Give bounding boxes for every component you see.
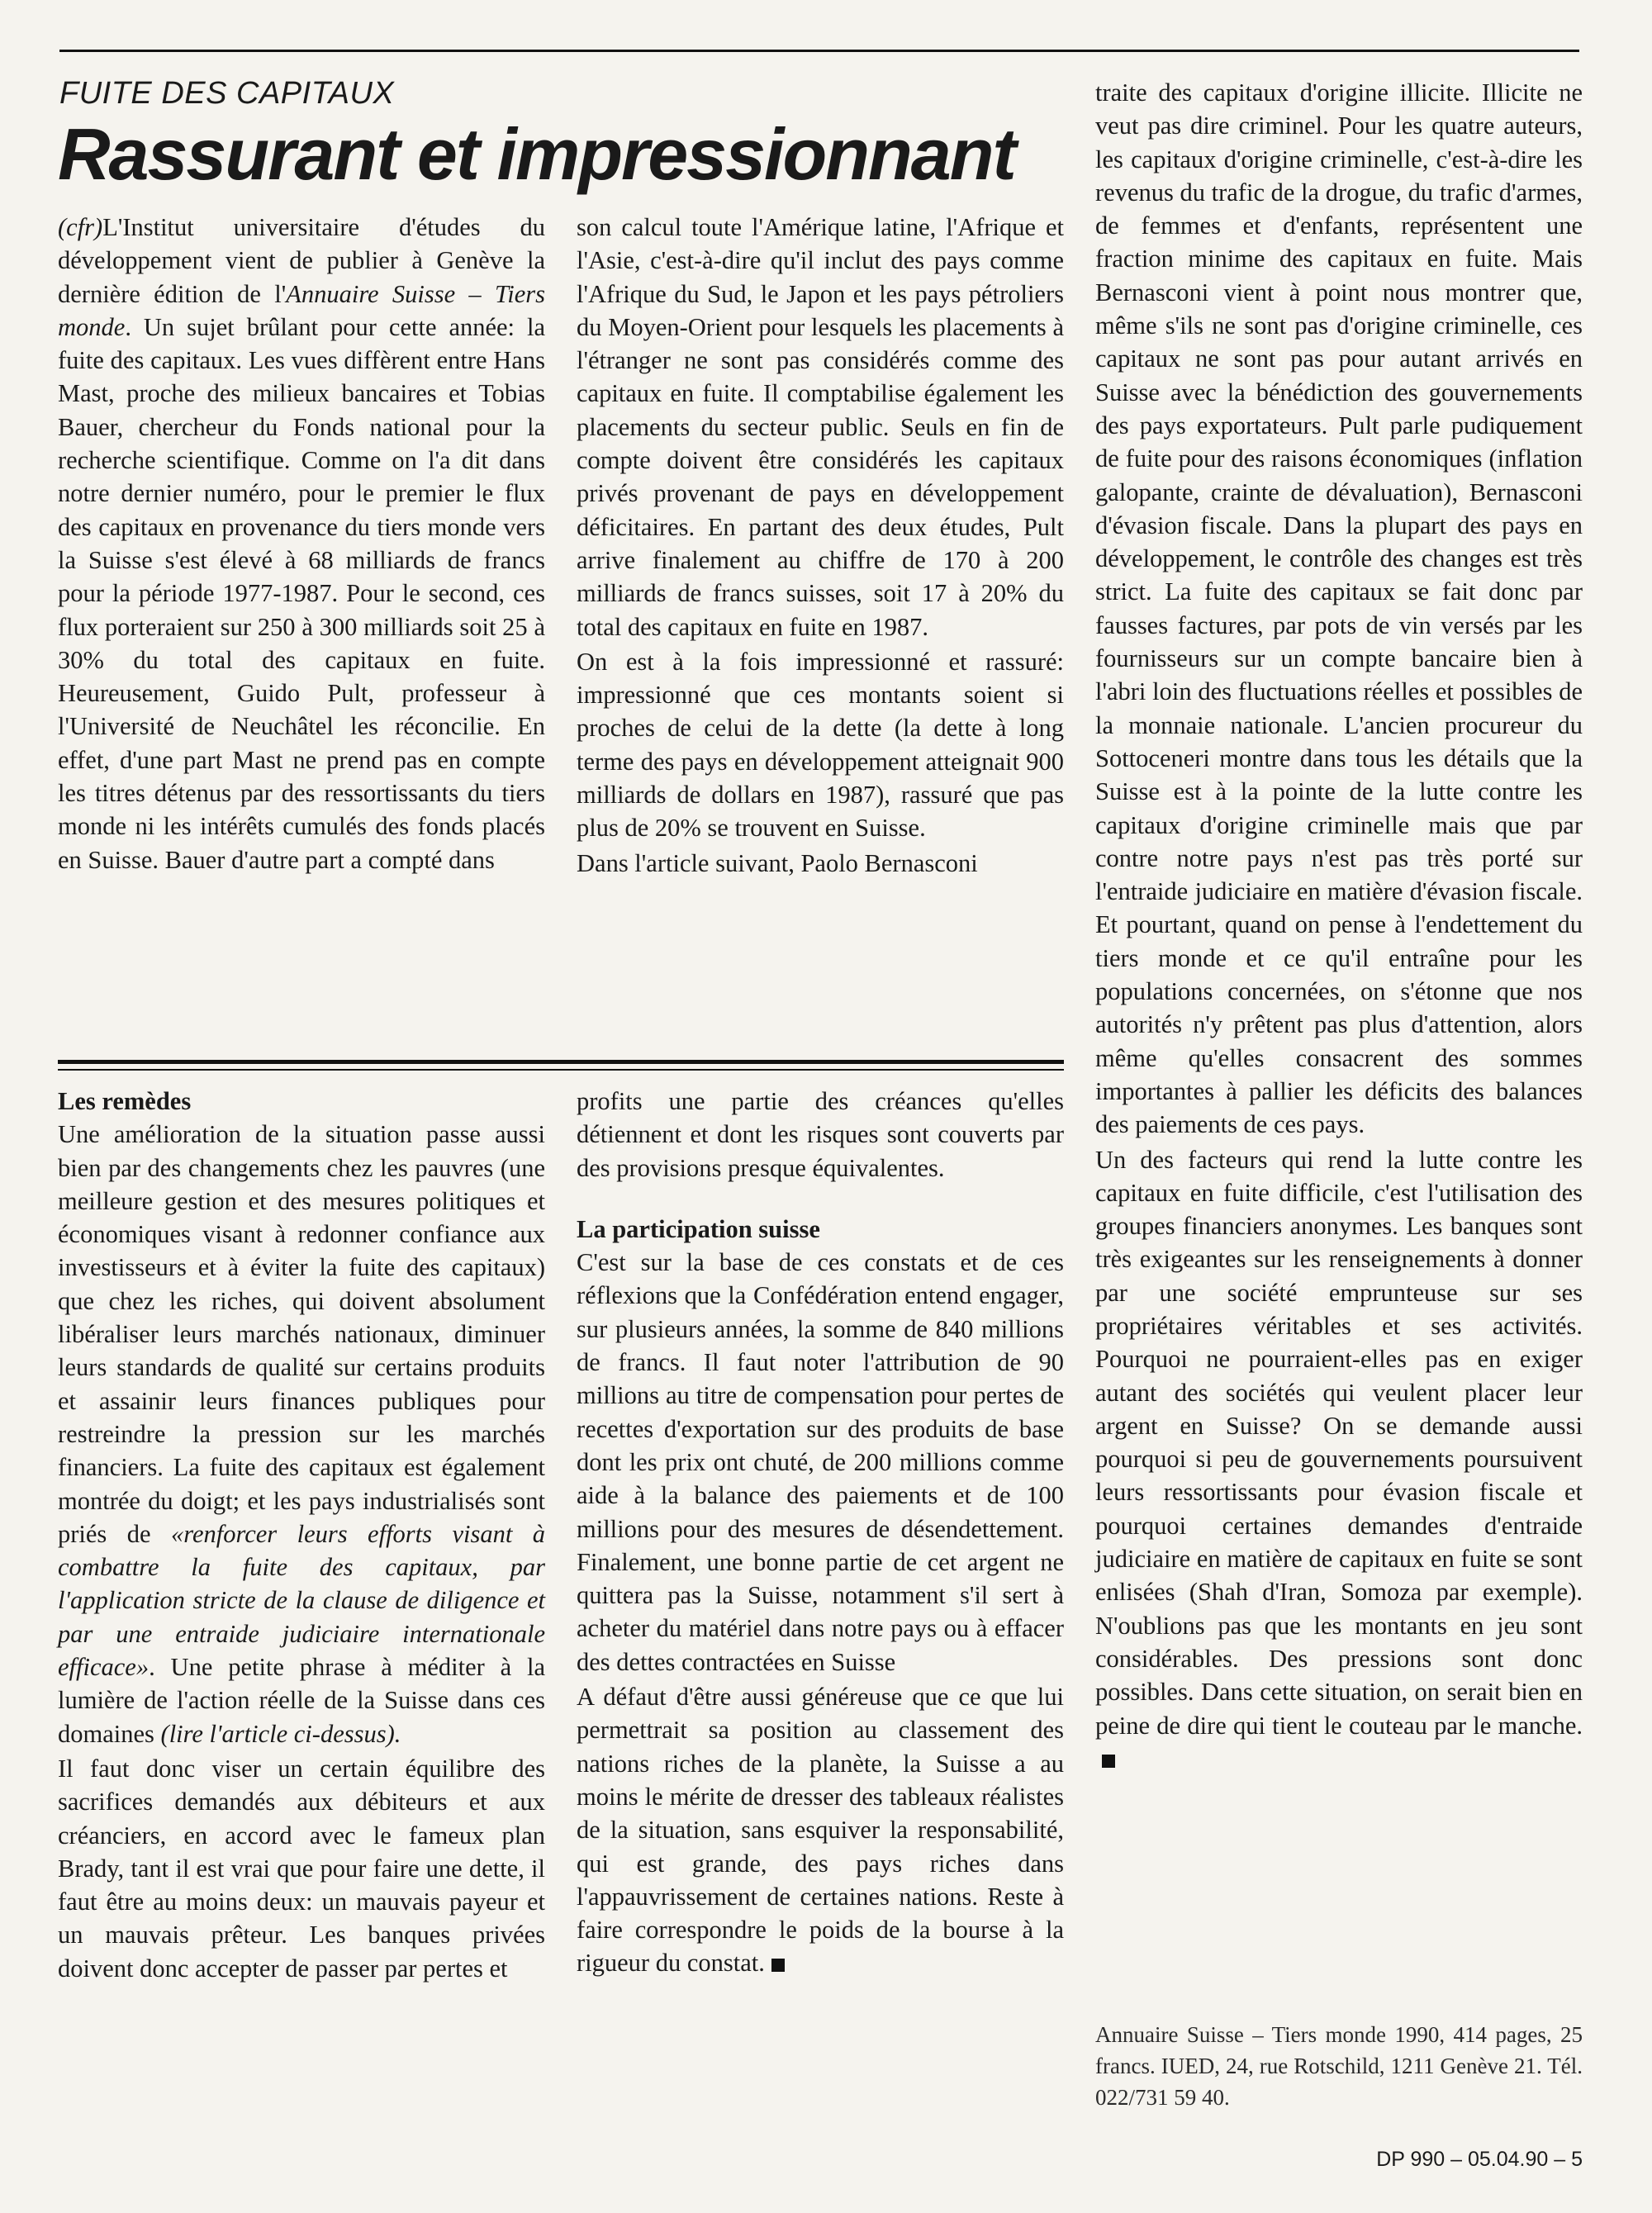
article-headline: Rassurant et impressionnant	[58, 113, 1015, 195]
author-tag: (cfr)	[58, 213, 103, 241]
source-note: Annuaire Suisse – Tiers monde 1990, 414 pages, 25 francs. IUED, 24, rue Rotschild, 1211 Genève 21. Tél. 022/731 59 40.	[1095, 2022, 1583, 2110]
paragraph: C'est sur la base de ces constats et de ces réflexions que la Confédération entend engager, sur plusieurs années, la somme de 840 millions de francs. Il faut noter l'attribution de 90 millions au titre de compensation pour pertes de recettes d'exportation sur des produits de base dont les prix ont chuté, de 200 millions comme aide à la balance des paiements et de 100 millions pour des mesures de désendettement. Finalement, une bonne partie de cet argent ne quittera pas la Suisse, notamment s'il sert à acheter du matériel dans notre pays ou à effacer des dettes contractées en Suisse	[577, 1248, 1064, 1676]
top-rule	[59, 50, 1579, 52]
box-subheading: Les remèdes	[58, 1087, 192, 1115]
paragraph: Un des facteurs qui rend la lutte contre les capitaux en fuite difficile, c'est l'utilisation des groupes financiers anonymes. Les banques sont très exigeantes sur les renseignements à donner par une société emprunteuse sur ses propriétaires véritables et ses activités. Pourquoi ne pourraient-elles pas en exiger autant des sociétés qui veulent placer leur argent en Suisse? On se demande aussi pourquoi si peu de gouvernements poursuivent leurs ressortissants pour évasion fiscale et pourquoi certaines demandes d'entraide judiciaire en matière de capitaux en fuite se sont enlisées (Shah d'Iran, Somoza par exemple). N'oublions pas que les montants en jeu sont considérables. Des pressions sont donc possibles. Dans cette situation, on serait bien en peine de dire qui tient le couteau par le manche.	[1095, 1143, 1583, 1776]
paragraph: traite des capitaux d'origine illicite. Illicite ne veut pas dire criminel. Pour les quatre auteurs, les capitaux d'origine criminelle, c'est-à-dire les revenus du trafic de la drogue, du trafic d'armes, de femmes et d'enfants, représentent une fraction minime des capitaux en fuite. Mais Bernasconi vient à point nous montrer que, même s'ils ne sont pas d'origine criminelle, ces capitaux ne sont pas pour autant arrivés en Suisse avec la bénédiction des gouvernements des pays exportateurs. Pult parle pudiquement de fuite pour des raisons économiques (inflation galopante, crainte de dévaluation), Bernasconi d'évasion fiscale. Dans la plupart des pays en développement, le contrôle des changes est très strict. La fuite des capitaux se fait donc par fausses factures, par pots de vin versés par les fournisseurs sur un compte bancaire bien à l'abri loin des fluctuations réelles et possibles de la monnaie nationale. L'ancien procureur du Sottoceneri montre dans tous les détails que la Suisse est à la pointe de la lutte contre les capitaux d'origine criminelle mais que par contre notre pays n'est pas très porté sur l'entraide judiciaire en matière d'évasion fiscale. Et pourtant, quand on pense à l'endettement du tiers monde et ce qu'il entraîne pour les populations concernées, on s'étonne que nos autorités n'y prêtent pas plus d'attention, alors même qu'elles consacrent des sommes importantes à pallier les déficits des balances des paiements de ces pays.	[1095, 78, 1583, 1139]
paragraph: On est à la fois impressionné et rassuré: impressionné que ces montants soient si proches de celui de la dette (la dette à long terme des pays en développement atteignait 900 milliards de dollars en 1987), rassuré que pas plus de 20% se trouvent en Suisse.	[577, 647, 1064, 843]
box-divider-rule	[58, 1060, 1064, 1071]
end-mark-icon	[1102, 1755, 1115, 1768]
box-subheading: La participation suisse	[577, 1214, 820, 1243]
paragraph: profits une partie des créances qu'elles détiennent et dont les risques sont couverts par des provisions presque équivalentes.	[577, 1087, 1064, 1182]
section-kicker: FUITE DES CAPITAUX	[59, 76, 395, 111]
lead-paragraph: (cfr)L'Institut universitaire d'études du développement vient de publier à Genève la dernière édition de l'Annuaire Suisse – Tiers monde. Un sujet brûlant pour cette année: la fuite des capitaux. Les vues diffèrent entre Hans Mast, proche des milieux bancaires et Tobias Bauer, chercheur du Fonds national pour la recherche scientifique. Comme on l'a dit dans notre dernier numéro, pour le premier le flux des capitaux en provenance du tiers monde vers la Suisse s'est élevé à 68 milliards de francs pour la période 1977-1987. Pour le second, ces flux porteraient sur 250 à 300 milliards soit 25 à 30% du total des capitaux en fuite. Heureusement, Guido Pult, professeur à l'Université de Neuchâtel les réconcilie. En effet, d'une part Mast ne prend pas en compte les titres détenus par des ressortissants du tiers monde ni les intérêts cumulés des fonds placés en Suisse. Bauer d'autre part a compté dans	[58, 213, 545, 874]
quote: «renforcer leurs efforts visant à combattre la fuite des capitaux, par l'application stricte de la clause de diligence et par une entraide judiciaire internationale efficace»	[58, 1519, 546, 1682]
publication-title: Annuaire Suisse – Tiers monde	[58, 279, 545, 341]
article-column-1	[58, 211, 545, 876]
spacer	[577, 1185, 1064, 1213]
paragraph: Il faut donc viser un certain équilibre des sacrifices demandés aux débiteurs et aux créanciers, en accord avec le fameux plan Brady, tant il est vrai que pour faire une dette, il faut être au moins deux: un mauvais payeur et un mauvais prêteur. Les banques privées doivent donc accepter de passer par pertes et	[58, 1754, 545, 1983]
box-column-2	[577, 1085, 1064, 1980]
box-column-1	[58, 1085, 545, 1985]
end-mark-icon	[771, 1959, 785, 1972]
paragraph: son calcul toute l'Amérique latine, l'Afrique et l'Asie, c'est-à-dire qu'il inclut des pays comme l'Afrique du Sud, le Japon et les pays pétroliers du Moyen-Orient pour lesquels les placements à l'étranger ne sont pas considérés comme des capitaux en fuite. Il comptabilise également les placements du secteur public. Seuls en fin de compte doivent être considérés les capitaux privés provenant de pays en développement déficitaires. En partant des deux études, Pult arrive finalement au chiffre de 170 à 200 milliards de francs suisses, soit 17 à 20% du total des capitaux en fuite en 1987.	[577, 213, 1064, 641]
paragraph: Une amélioration de la situation passe aussi bien par des changements chez les pauvres (une meilleure gestion et des mesures politiques et économiques visant à redonner confiance aux investisseurs et à éviter la fuite des capitaux) que chez les riches, qui doivent absolument libéraliser leurs marchés nationaux, diminuer leurs standards de qualité sur certains produits et assainir leurs finances publiques pour restreindre la pression sur les marchés financiers. La fuite des capitaux est également montrée du doigt; et les pays industrialisés sont priés de «renforcer leurs efforts visant à combattre la fuite des capitaux, par l'application stricte de la clause de diligence et par une entraide judiciaire internationale efficace». Une petite phrase à méditer à la lumière de l'action réelle de la Suisse dans ces domaines (lire l'article ci-dessus).	[58, 1120, 546, 1748]
article-column-3	[1095, 76, 1583, 1775]
paragraph: A défaut d'être aussi généreuse que ce que lui permettrait sa position au classement des nations riches de la planète, la Suisse a au moins le mérite de dresser des tableaux réalistes de la situation, sans esquiver la responsabilité, qui est grande, des pays riches dans l'appauvrissement de certaines nations. Reste à faire correspondre le poids de la bourse à la rigueur du constat.	[577, 1683, 1064, 1978]
paragraph: Dans l'article suivant, Paolo Bernasconi	[577, 848, 978, 877]
page-footer: DP 990 – 05.04.90 – 5	[1376, 2148, 1583, 2171]
article-column-2	[577, 211, 1064, 880]
cross-reference: (lire l'article ci-dessus).	[160, 1719, 401, 1748]
